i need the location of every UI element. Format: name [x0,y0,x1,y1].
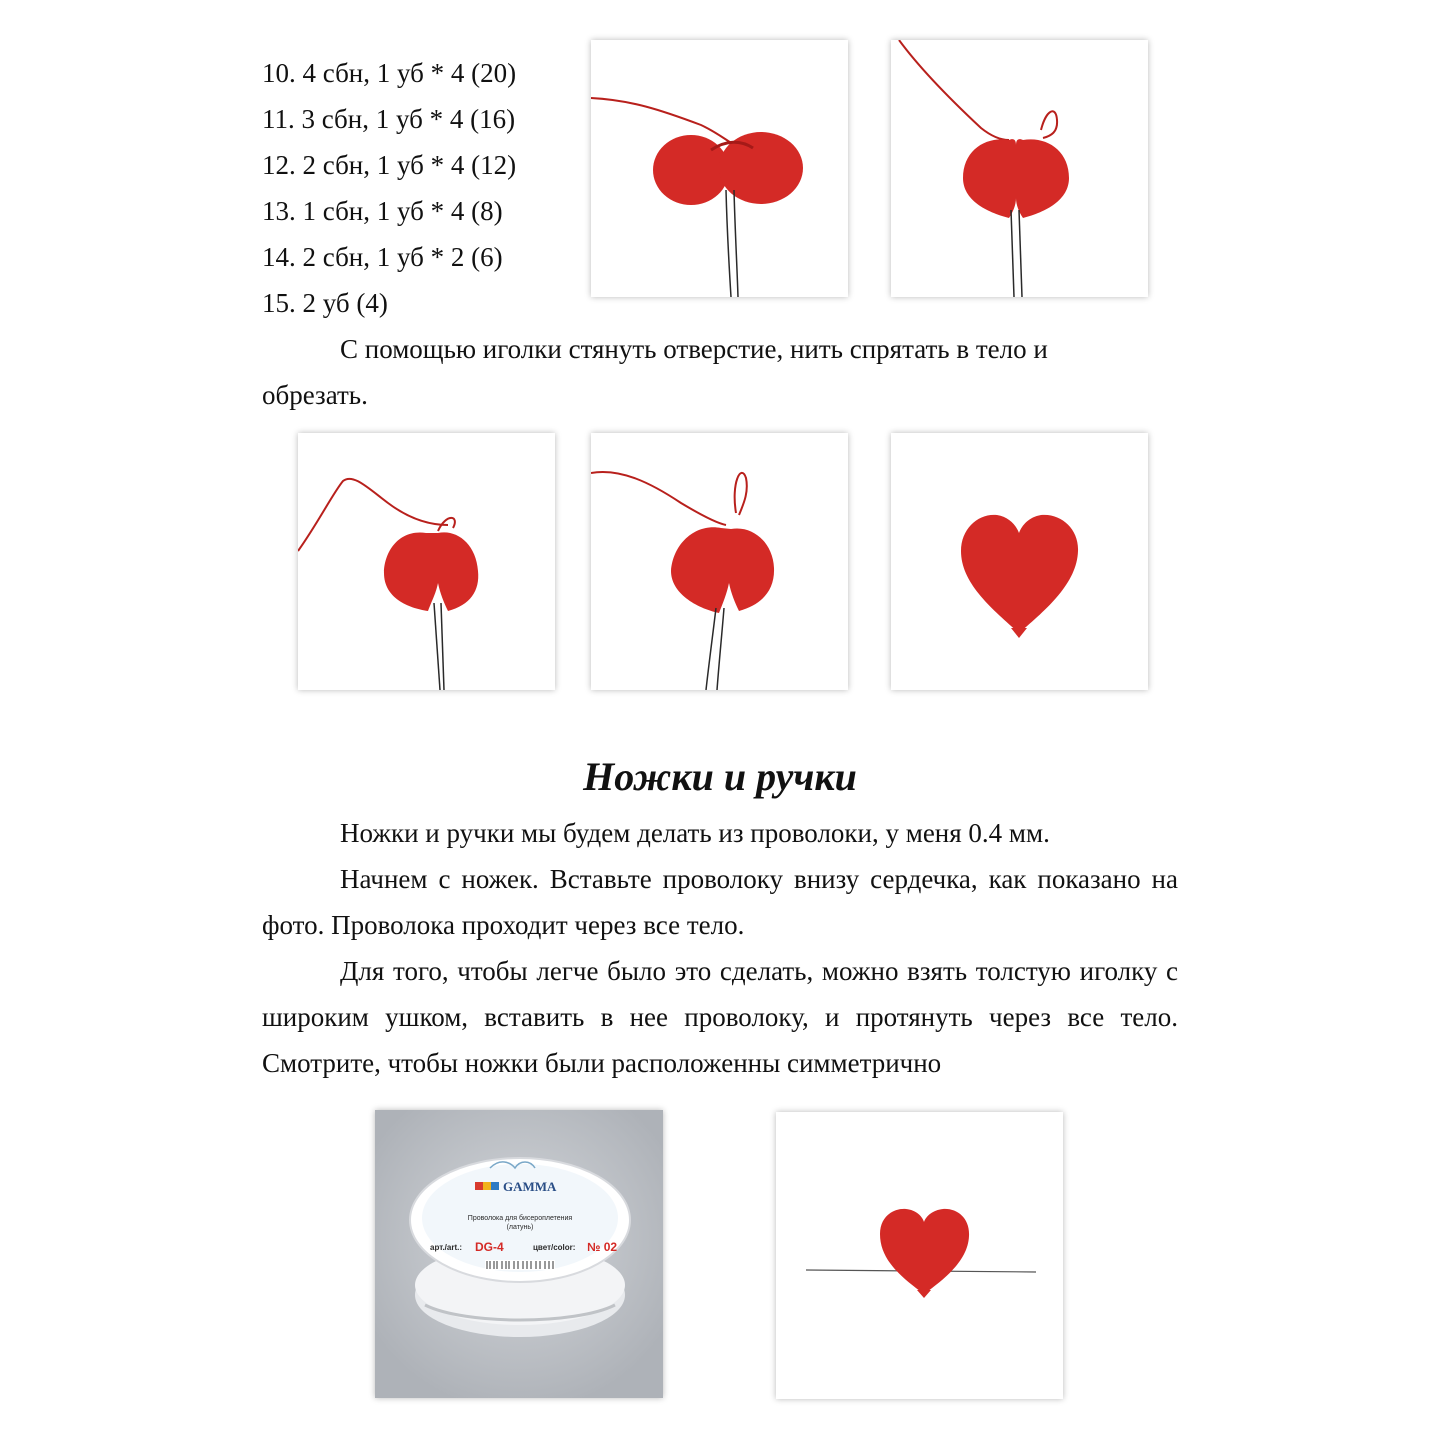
photo-step-1 [591,40,848,297]
pattern-row: 10. 4 сбн, 1 уб * 4 (20) [262,58,517,88]
instruction-line: обрезать. [262,380,368,410]
section-title: Ножки и ручки [583,754,857,799]
pattern-row: 11. 3 сбн, 1 уб * 4 (16) [262,104,516,134]
paragraph: Для того, чтобы легче было это сделать, можно взять толстую иголку с широким ушком, вставить в нее проволоку, и протянуть через все тело. Смотрите, чтобы ножки были расположенны симметрично [262,956,1178,1078]
pattern-row: 13. 1 сбн, 1 уб * 4 (8) [262,196,503,226]
spool-art-label: арт./art.: [430,1243,463,1252]
instruction-line: С помощью иголки стянуть отверстие, нить спрятать в тело и [340,334,1048,364]
spool-material: (латунь) [506,1224,534,1231]
spool-art-value: DG-4 [475,1240,504,1254]
photo-step-3 [298,433,555,690]
photo-heart-with-wire [776,1112,1063,1399]
photo-step-4 [591,433,848,690]
paragraph: Начнем с ножек. Вставьте проволоку внизу сердечка, как показано на фото. Проволока проходит через все тело. [262,864,1178,940]
spool-brand: GAMMA [503,1179,557,1194]
pattern-row: 15. 2 уб (4) [262,288,388,318]
body-text [262,810,1178,1086]
pattern-row: 14. 2 сбн, 1 уб * 2 (6) [262,242,503,272]
photo-step-2 [891,40,1148,297]
spool-color-value: № 02 [587,1240,618,1254]
photo-finished-heart [891,433,1148,690]
photo-wire-spool [375,1110,663,1398]
spool-color-label: цвет/color: [533,1243,576,1252]
pattern-row: 12. 2 сбн, 1 уб * 4 (12) [262,150,517,180]
instruction-paragraph [262,326,1178,418]
paragraph: Ножки и ручки мы будем делать из проволоки, у меня 0.4 мм. [340,818,1050,848]
spool-product: Проволока для бисероплетения [467,1215,573,1222]
